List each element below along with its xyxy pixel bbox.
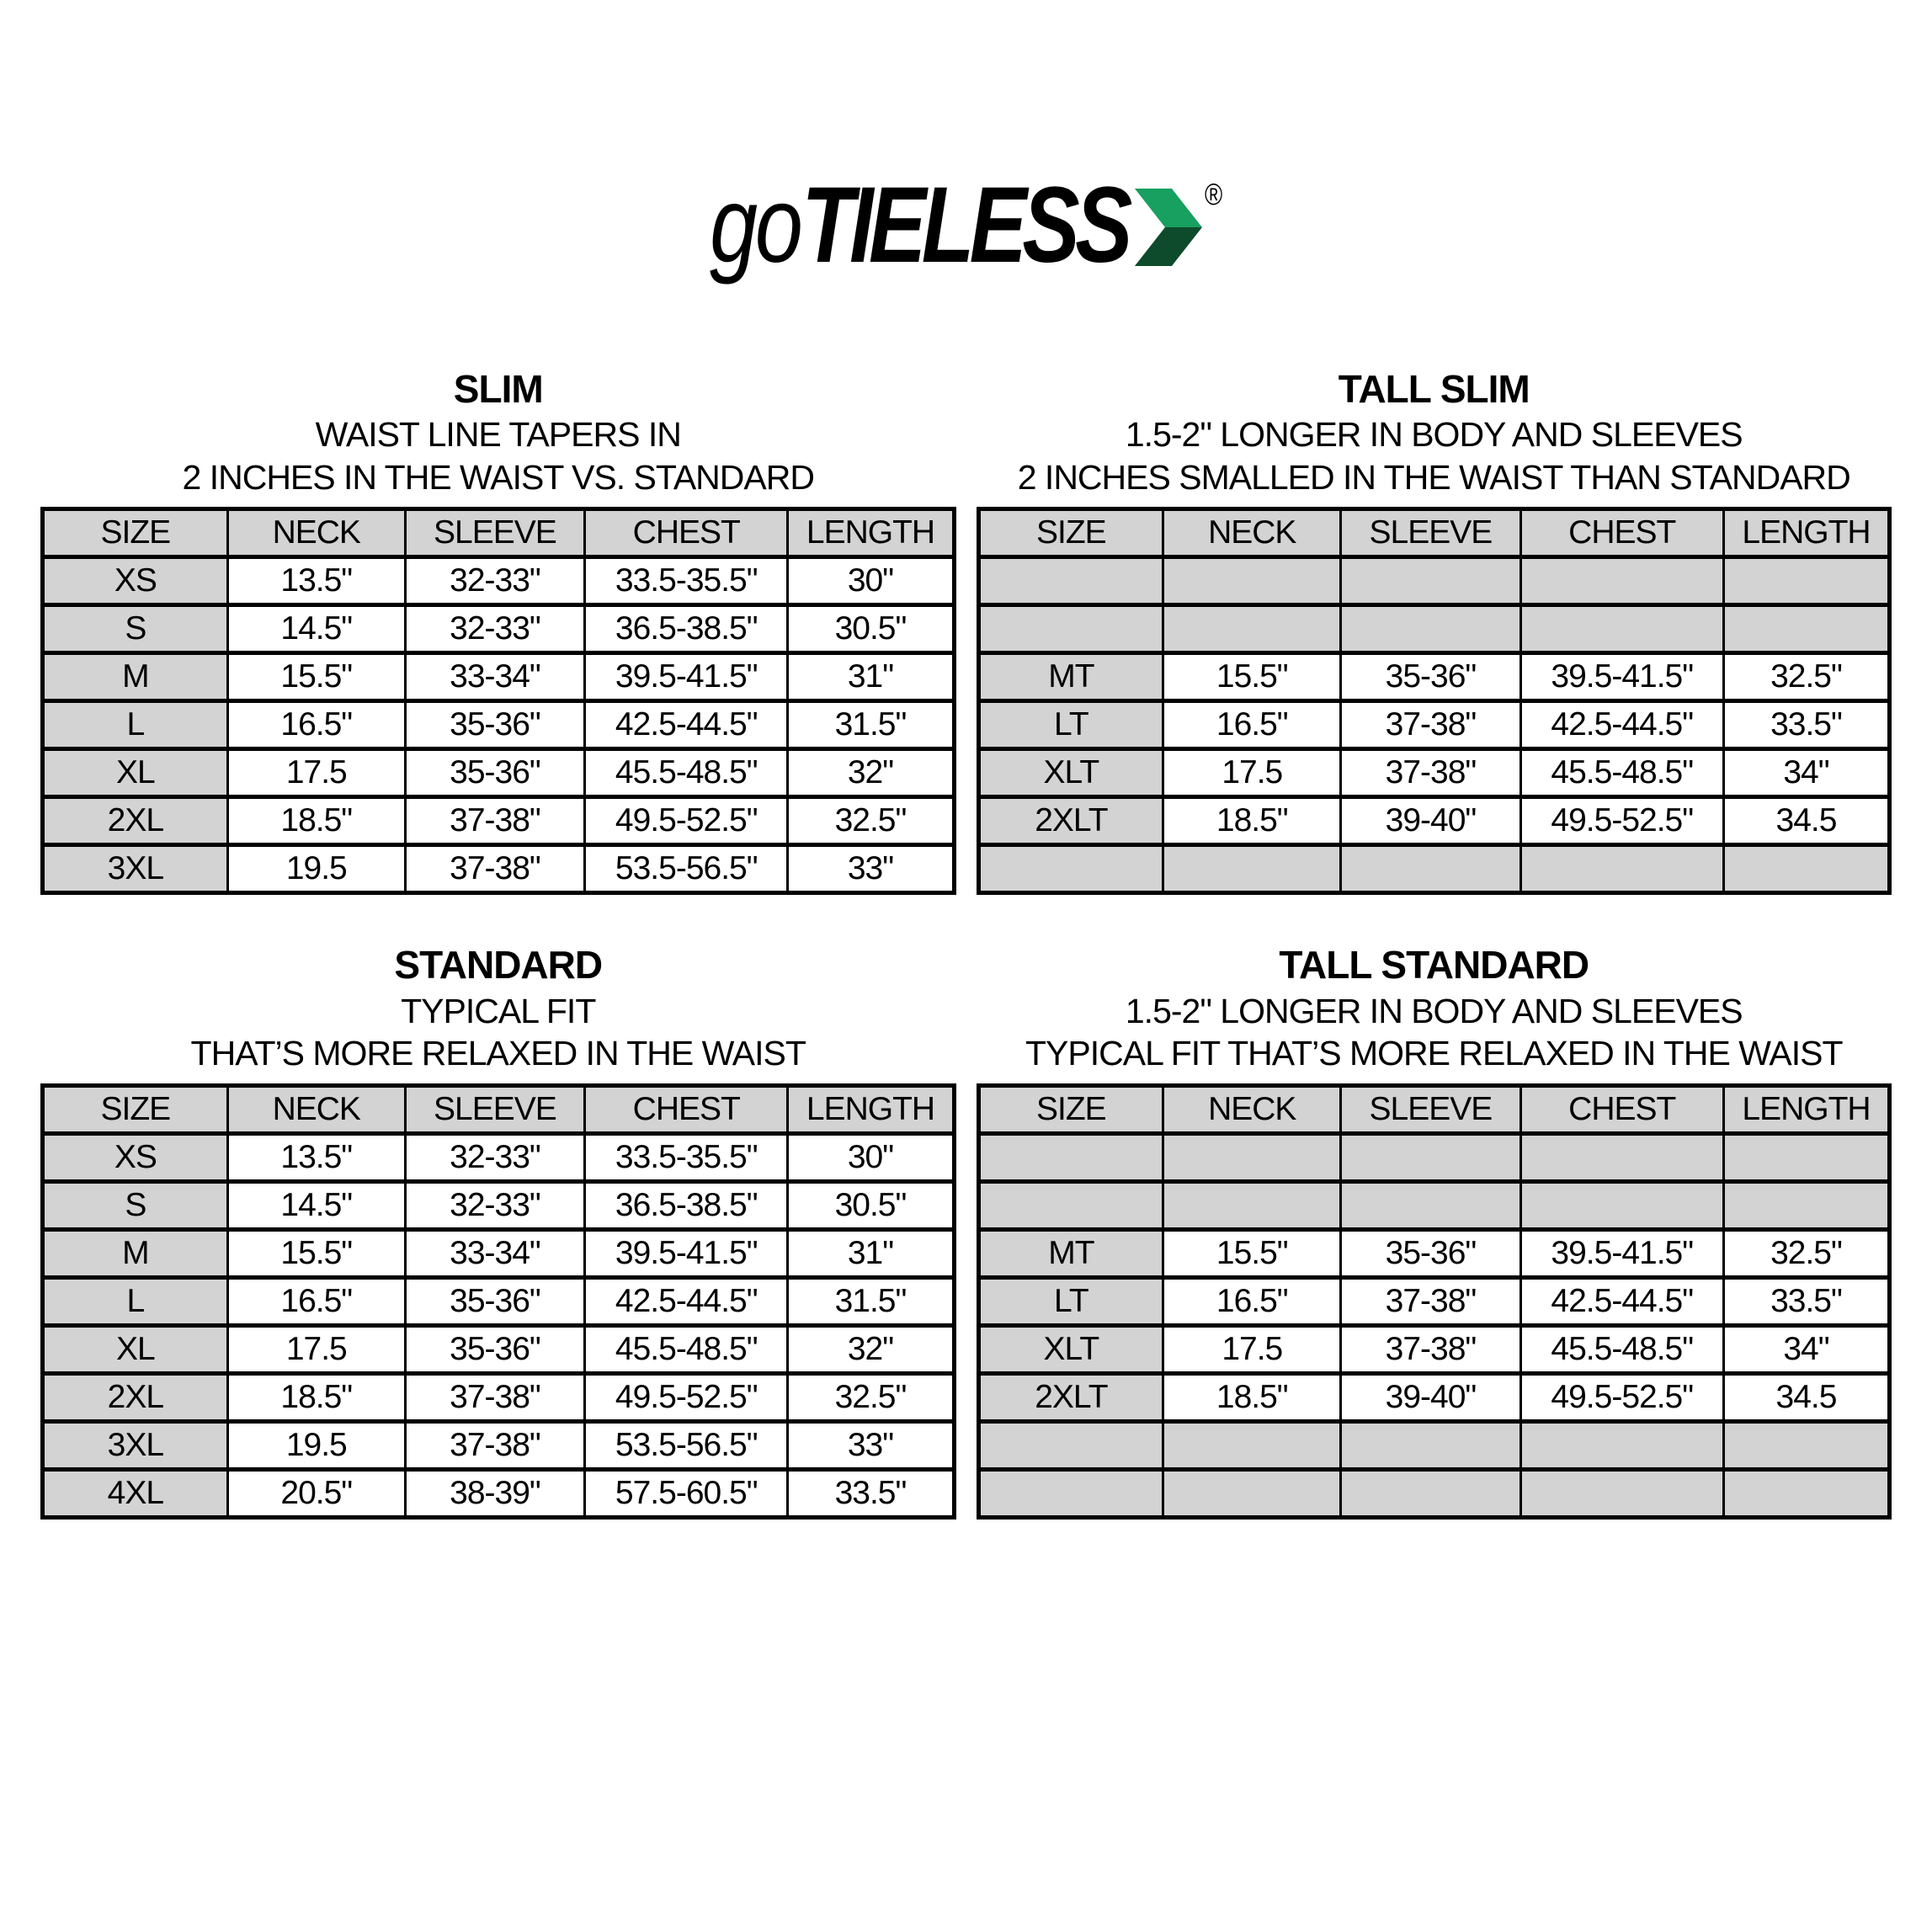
tall-standard-table-header bbox=[978, 1086, 1890, 1134]
value-cell: 38-39" bbox=[405, 1470, 584, 1518]
slim-subtitle-2: 2 INCHES IN THE WAIST VS. STANDARD bbox=[182, 457, 814, 497]
value-cell bbox=[1723, 1134, 1889, 1182]
section-tall-slim bbox=[977, 365, 1892, 896]
size-cell: L bbox=[43, 1278, 228, 1326]
section-standard bbox=[40, 941, 956, 1520]
value-cell: 39.5-41.5" bbox=[585, 653, 788, 701]
column-header-chest: CHEST bbox=[585, 509, 788, 557]
value-cell: 39-40" bbox=[1341, 797, 1520, 845]
size-cell: XLT bbox=[978, 749, 1163, 797]
logo-arrow-bottom-half bbox=[1135, 227, 1202, 266]
table-row bbox=[43, 1278, 955, 1326]
tall-standard-subtitle-2: TYPICAL FIT THAT’S MORE RELAXED IN THE WAIST bbox=[1025, 1034, 1843, 1073]
value-cell: 17.5 bbox=[227, 1326, 405, 1374]
value-cell: 35-36" bbox=[405, 701, 584, 749]
table-row bbox=[43, 653, 955, 701]
table-row bbox=[43, 1134, 955, 1182]
table-row bbox=[43, 557, 955, 605]
value-cell: 17.5 bbox=[1163, 1326, 1341, 1374]
value-cell: 45.5-48.5" bbox=[1520, 749, 1723, 797]
value-cell: 49.5-52.5" bbox=[1520, 1374, 1723, 1422]
tall-standard-table-body bbox=[978, 1134, 1890, 1518]
logo-tieless-text: TIELESS bbox=[801, 165, 1128, 285]
value-cell bbox=[1341, 1134, 1520, 1182]
table-row bbox=[978, 1134, 1890, 1182]
tall-slim-title-block bbox=[977, 365, 1892, 499]
size-cell: 2XLT bbox=[978, 1374, 1163, 1422]
size-cell bbox=[978, 1422, 1163, 1470]
table-row bbox=[978, 557, 1890, 605]
slim-table-body bbox=[43, 557, 955, 893]
value-cell: 34" bbox=[1723, 1326, 1889, 1374]
standard-subtitle-2: THAT’S MORE RELAXED IN THE WAIST bbox=[190, 1034, 806, 1073]
value-cell: 34" bbox=[1723, 749, 1889, 797]
value-cell: 33.5" bbox=[1723, 701, 1889, 749]
value-cell: 15.5" bbox=[1163, 1230, 1341, 1278]
size-cell: 2XLT bbox=[978, 797, 1163, 845]
size-cell: MT bbox=[978, 1230, 1163, 1278]
value-cell: 53.5-56.5" bbox=[585, 1422, 788, 1470]
size-cell: XL bbox=[43, 749, 228, 797]
slim-subtitle-1: WAIST LINE TAPERS IN bbox=[315, 414, 681, 454]
column-header-neck: NECK bbox=[227, 1086, 405, 1134]
column-header-chest: CHEST bbox=[585, 1086, 788, 1134]
value-cell: 32-33" bbox=[405, 605, 584, 653]
section-slim bbox=[40, 365, 956, 896]
standard-size-table bbox=[40, 1083, 956, 1520]
value-cell: 31.5" bbox=[788, 701, 954, 749]
column-header-neck: NECK bbox=[227, 509, 405, 557]
value-cell: 37-38" bbox=[1341, 1326, 1520, 1374]
value-cell: 32.5" bbox=[788, 1374, 954, 1422]
value-cell: 32.5" bbox=[788, 797, 954, 845]
value-cell: 37-38" bbox=[405, 845, 584, 893]
size-cell: XS bbox=[43, 1134, 228, 1182]
table-row bbox=[978, 1278, 1890, 1326]
value-cell: 31" bbox=[788, 1230, 954, 1278]
size-cell bbox=[978, 1470, 1163, 1518]
size-cell bbox=[978, 1182, 1163, 1230]
standard-subtitle-1: TYPICAL FIT bbox=[401, 991, 596, 1030]
value-cell: 34.5 bbox=[1723, 797, 1889, 845]
tall-standard-subtitle-1: 1.5-2" LONGER IN BODY AND SLEEVES bbox=[1125, 991, 1743, 1030]
column-header-length: LENGTH bbox=[788, 509, 954, 557]
value-cell: 33-34" bbox=[405, 653, 584, 701]
value-cell: 32-33" bbox=[405, 557, 584, 605]
column-header-chest: CHEST bbox=[1520, 1086, 1723, 1134]
size-cell: S bbox=[43, 1182, 228, 1230]
value-cell: 33.5-35.5" bbox=[585, 1134, 788, 1182]
tall-standard-title: TALL STANDARD bbox=[1279, 943, 1589, 987]
size-cell: M bbox=[43, 653, 228, 701]
value-cell: 37-38" bbox=[1341, 701, 1520, 749]
slim-title: SLIM bbox=[453, 366, 543, 411]
tall-slim-size-table bbox=[977, 507, 1892, 895]
table-row bbox=[978, 1422, 1890, 1470]
logo-arrow-top-half bbox=[1135, 189, 1202, 227]
value-cell: 42.5-44.5" bbox=[585, 701, 788, 749]
size-cell: M bbox=[43, 1230, 228, 1278]
standard-table-body bbox=[43, 1134, 955, 1518]
value-cell: 37-38" bbox=[405, 797, 584, 845]
value-cell: 35-36" bbox=[1341, 1230, 1520, 1278]
size-cell: 4XL bbox=[43, 1470, 228, 1518]
header-row bbox=[43, 509, 955, 557]
value-cell: 39.5-41.5" bbox=[585, 1230, 788, 1278]
size-tables-grid bbox=[40, 365, 1892, 1520]
column-header-sleeve: SLEEVE bbox=[405, 1086, 584, 1134]
value-cell bbox=[1520, 1182, 1723, 1230]
value-cell: 49.5-52.5" bbox=[585, 797, 788, 845]
table-row bbox=[978, 1326, 1890, 1374]
value-cell bbox=[1520, 1470, 1723, 1518]
value-cell: 14.5" bbox=[227, 1182, 405, 1230]
value-cell: 13.5" bbox=[227, 557, 405, 605]
value-cell: 49.5-52.5" bbox=[1520, 797, 1723, 845]
size-cell: L bbox=[43, 701, 228, 749]
table-row bbox=[43, 1182, 955, 1230]
tall-slim-subtitle-2: 2 INCHES SMALLED IN THE WAIST THAN STANDARD bbox=[1017, 457, 1850, 497]
value-cell: 20.5" bbox=[227, 1470, 405, 1518]
value-cell: 16.5" bbox=[227, 1278, 405, 1326]
value-cell: 18.5" bbox=[227, 1374, 405, 1422]
header-row bbox=[978, 509, 1890, 557]
size-cell: XS bbox=[43, 557, 228, 605]
value-cell bbox=[1163, 605, 1341, 653]
value-cell: 45.5-48.5" bbox=[585, 1326, 788, 1374]
value-cell bbox=[1723, 605, 1889, 653]
brand-logo-inner bbox=[710, 167, 1222, 285]
size-cell: 2XL bbox=[43, 797, 228, 845]
value-cell: 33.5" bbox=[1723, 1278, 1889, 1326]
value-cell bbox=[1163, 1470, 1341, 1518]
standard-title: STANDARD bbox=[394, 943, 603, 987]
column-header-neck: NECK bbox=[1163, 509, 1341, 557]
table-row bbox=[978, 1230, 1890, 1278]
value-cell: 15.5" bbox=[227, 1230, 405, 1278]
column-header-length: LENGTH bbox=[788, 1086, 954, 1134]
value-cell: 45.5-48.5" bbox=[585, 749, 788, 797]
tall-slim-title: TALL SLIM bbox=[1338, 366, 1530, 411]
table-row bbox=[978, 749, 1890, 797]
table-row bbox=[43, 749, 955, 797]
value-cell: 13.5" bbox=[227, 1134, 405, 1182]
value-cell bbox=[1520, 557, 1723, 605]
slim-size-table bbox=[40, 507, 956, 895]
value-cell: 45.5-48.5" bbox=[1520, 1326, 1723, 1374]
column-header-size: SIZE bbox=[43, 1086, 228, 1134]
value-cell: 42.5-44.5" bbox=[1520, 701, 1723, 749]
value-cell: 37-38" bbox=[1341, 1278, 1520, 1326]
value-cell bbox=[1520, 1422, 1723, 1470]
header-row bbox=[43, 1086, 955, 1134]
value-cell: 30" bbox=[788, 1134, 954, 1182]
value-cell: 16.5" bbox=[1163, 1278, 1341, 1326]
column-header-size: SIZE bbox=[43, 509, 228, 557]
size-cell: 3XL bbox=[43, 1422, 228, 1470]
table-row bbox=[43, 701, 955, 749]
value-cell bbox=[1723, 1422, 1889, 1470]
value-cell bbox=[1520, 845, 1723, 893]
column-header-sleeve: SLEEVE bbox=[405, 509, 584, 557]
size-cell bbox=[978, 557, 1163, 605]
size-cell: S bbox=[43, 605, 228, 653]
table-row bbox=[978, 1182, 1890, 1230]
value-cell: 39-40" bbox=[1341, 1374, 1520, 1422]
value-cell: 33.5-35.5" bbox=[585, 557, 788, 605]
value-cell: 34.5 bbox=[1723, 1374, 1889, 1422]
table-row bbox=[43, 1422, 955, 1470]
value-cell: 15.5" bbox=[1163, 653, 1341, 701]
value-cell bbox=[1341, 1422, 1520, 1470]
value-cell: 35-36" bbox=[405, 749, 584, 797]
standard-title-block bbox=[40, 941, 956, 1075]
value-cell: 35-36" bbox=[405, 1326, 584, 1374]
size-cell: XLT bbox=[978, 1326, 1163, 1374]
slim-title-block bbox=[40, 365, 956, 499]
column-header-size: SIZE bbox=[978, 509, 1163, 557]
value-cell: 36.5-38.5" bbox=[585, 605, 788, 653]
value-cell: 32-33" bbox=[405, 1182, 584, 1230]
value-cell: 32.5" bbox=[1723, 1230, 1889, 1278]
size-cell: 2XL bbox=[43, 1374, 228, 1422]
registered-trademark-icon: ® bbox=[1204, 177, 1223, 211]
value-cell bbox=[1163, 1134, 1341, 1182]
column-header-length: LENGTH bbox=[1723, 509, 1889, 557]
value-cell: 16.5" bbox=[227, 701, 405, 749]
size-cell: 3XL bbox=[43, 845, 228, 893]
size-cell: MT bbox=[978, 653, 1163, 701]
column-header-size: SIZE bbox=[978, 1086, 1163, 1134]
value-cell: 19.5 bbox=[227, 1422, 405, 1470]
value-cell: 32" bbox=[788, 1326, 954, 1374]
size-cell: LT bbox=[978, 1278, 1163, 1326]
value-cell: 49.5-52.5" bbox=[585, 1374, 788, 1422]
table-row bbox=[978, 797, 1890, 845]
value-cell: 14.5" bbox=[227, 605, 405, 653]
value-cell: 32-33" bbox=[405, 1134, 584, 1182]
value-cell: 18.5" bbox=[1163, 797, 1341, 845]
value-cell: 39.5-41.5" bbox=[1520, 1230, 1723, 1278]
value-cell: 53.5-56.5" bbox=[585, 845, 788, 893]
logo-go-text: go bbox=[709, 165, 801, 285]
value-cell bbox=[1520, 1134, 1723, 1182]
value-cell: 32" bbox=[788, 749, 954, 797]
column-header-sleeve: SLEEVE bbox=[1341, 509, 1520, 557]
tall-slim-subtitle-1: 1.5-2" LONGER IN BODY AND SLEEVES bbox=[1125, 414, 1743, 454]
size-cell bbox=[978, 845, 1163, 893]
value-cell: 19.5 bbox=[227, 845, 405, 893]
table-row bbox=[978, 653, 1890, 701]
size-cell: XL bbox=[43, 1326, 228, 1374]
table-row bbox=[43, 797, 955, 845]
table-row bbox=[978, 1470, 1890, 1518]
value-cell: 42.5-44.5" bbox=[585, 1278, 788, 1326]
value-cell bbox=[1723, 1182, 1889, 1230]
value-cell: 57.5-60.5" bbox=[585, 1470, 788, 1518]
value-cell bbox=[1520, 605, 1723, 653]
table-row bbox=[43, 1326, 955, 1374]
value-cell bbox=[1341, 845, 1520, 893]
value-cell: 35-36" bbox=[1341, 653, 1520, 701]
value-cell: 18.5" bbox=[1163, 1374, 1341, 1422]
table-row bbox=[978, 845, 1890, 893]
value-cell: 35-36" bbox=[405, 1278, 584, 1326]
table-row bbox=[43, 605, 955, 653]
value-cell bbox=[1341, 557, 1520, 605]
table-row bbox=[978, 701, 1890, 749]
table-row bbox=[43, 1230, 955, 1278]
column-header-chest: CHEST bbox=[1520, 509, 1723, 557]
value-cell: 33-34" bbox=[405, 1230, 584, 1278]
size-cell: LT bbox=[978, 701, 1163, 749]
tall-slim-table-body bbox=[978, 557, 1890, 893]
table-row bbox=[43, 1470, 955, 1518]
value-cell: 17.5 bbox=[1163, 749, 1341, 797]
tall-standard-size-table bbox=[977, 1083, 1892, 1520]
value-cell: 30.5" bbox=[788, 605, 954, 653]
value-cell: 33" bbox=[788, 845, 954, 893]
column-header-length: LENGTH bbox=[1723, 1086, 1889, 1134]
value-cell: 15.5" bbox=[227, 653, 405, 701]
value-cell bbox=[1723, 557, 1889, 605]
value-cell: 30" bbox=[788, 557, 954, 605]
value-cell bbox=[1723, 845, 1889, 893]
value-cell bbox=[1163, 1422, 1341, 1470]
value-cell: 37-38" bbox=[405, 1374, 584, 1422]
size-cell bbox=[978, 605, 1163, 653]
table-row bbox=[43, 845, 955, 893]
value-cell: 18.5" bbox=[227, 797, 405, 845]
value-cell: 33" bbox=[788, 1422, 954, 1470]
column-header-neck: NECK bbox=[1163, 1086, 1341, 1134]
table-row bbox=[43, 1374, 955, 1422]
value-cell: 37-38" bbox=[405, 1422, 584, 1470]
value-cell: 31.5" bbox=[788, 1278, 954, 1326]
value-cell bbox=[1341, 1182, 1520, 1230]
size-cell bbox=[978, 1134, 1163, 1182]
value-cell bbox=[1723, 1470, 1889, 1518]
value-cell: 42.5-44.5" bbox=[1520, 1278, 1723, 1326]
value-cell bbox=[1341, 1470, 1520, 1518]
value-cell: 17.5 bbox=[227, 749, 405, 797]
slim-table-header bbox=[43, 509, 955, 557]
section-tall-standard bbox=[977, 941, 1892, 1520]
header-row bbox=[978, 1086, 1890, 1134]
table-row bbox=[978, 605, 1890, 653]
value-cell: 33.5" bbox=[788, 1470, 954, 1518]
value-cell bbox=[1163, 845, 1341, 893]
column-header-sleeve: SLEEVE bbox=[1341, 1086, 1520, 1134]
brand-logo bbox=[0, 0, 1932, 285]
value-cell bbox=[1341, 605, 1520, 653]
value-cell: 30.5" bbox=[788, 1182, 954, 1230]
tall-slim-table-header bbox=[978, 509, 1890, 557]
logo-arrow-icon bbox=[1135, 189, 1202, 266]
standard-table-header bbox=[43, 1086, 955, 1134]
value-cell: 37-38" bbox=[1341, 749, 1520, 797]
value-cell bbox=[1163, 557, 1341, 605]
value-cell bbox=[1163, 1182, 1341, 1230]
value-cell: 31" bbox=[788, 653, 954, 701]
tall-standard-title-block bbox=[977, 941, 1892, 1075]
value-cell: 32.5" bbox=[1723, 653, 1889, 701]
table-row bbox=[978, 1374, 1890, 1422]
value-cell: 39.5-41.5" bbox=[1520, 653, 1723, 701]
value-cell: 36.5-38.5" bbox=[585, 1182, 788, 1230]
value-cell: 16.5" bbox=[1163, 701, 1341, 749]
